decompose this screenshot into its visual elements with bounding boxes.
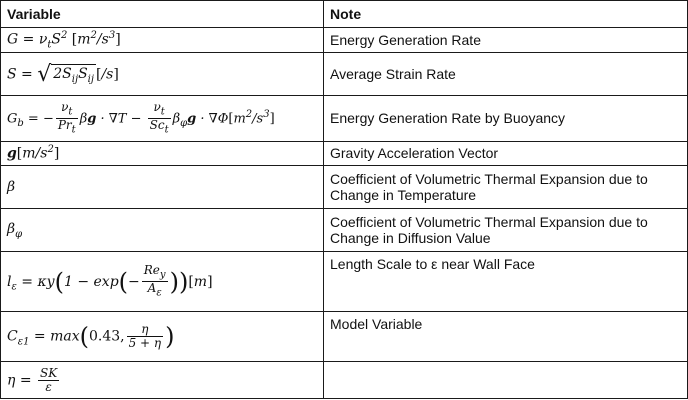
table-row [1,27,688,53]
formula-average-strain-rate: S = √ $2S_{ij}S_{ij}$ [/s] [1,53,324,96]
formula-buoyancy-generation: $G_b$ = − $\frac{\nu_t}{Pr_t}$ βg · ∇T − $\frac{\nu_t}{Sc_t}$ $\beta_\varphi g \cdot \nabla\Phi[m^2/s^3]$ [1,96,324,141]
table-row [1,96,688,141]
table-row [1,166,688,209]
note-cell [324,362,688,399]
header-variable: Variable [1,1,324,28]
formula-beta-phi: $\beta_\varphi$ [1,209,324,252]
formula-gravity-vector: $g[m/s^2]$ [1,141,324,166]
formula-beta: β [1,166,324,209]
table-row [1,252,688,311]
header-note: Note [324,1,688,28]
note-cell: Average Strain Rate [324,53,688,96]
note-cell: Length Scale to ε near Wall Face [324,252,688,311]
note-cell: Energy Generation Rate by Buoyancy [324,96,688,141]
note-cell: Coefficient of Volumetric Thermal Expansion due to Change in Diffusion Value [324,209,688,252]
note-cell: Energy Generation Rate [324,27,688,53]
formula-eta: η = $\frac{SK}{\varepsilon}$ [1,362,324,399]
table-row [1,209,688,252]
note-cell: Coefficient of Volumetric Thermal Expansion due to Change in Temperature [324,166,688,209]
table-row [1,141,688,166]
note-cell: Gravity Acceleration Vector [324,141,688,166]
note-cell: Model Variable [324,311,688,361]
table-row [1,311,688,361]
table-header-row [1,1,688,28]
table-row [1,53,688,96]
table-row [1,362,688,399]
formula-energy-generation-rate: $G = \nu_tS^2$ $[m^2/s^3]$ [1,27,324,53]
formula-model-variable: $C_{\varepsilon 1} = \max(0.43$, $\frac{\eta}{5 + \eta}$ ) [1,311,324,361]
formula-length-scale: $l_\varepsilon = \kappa y(1 - \exp(-$ $\frac{Re_y}{A_\varepsilon}$ ))[m] [1,252,324,311]
